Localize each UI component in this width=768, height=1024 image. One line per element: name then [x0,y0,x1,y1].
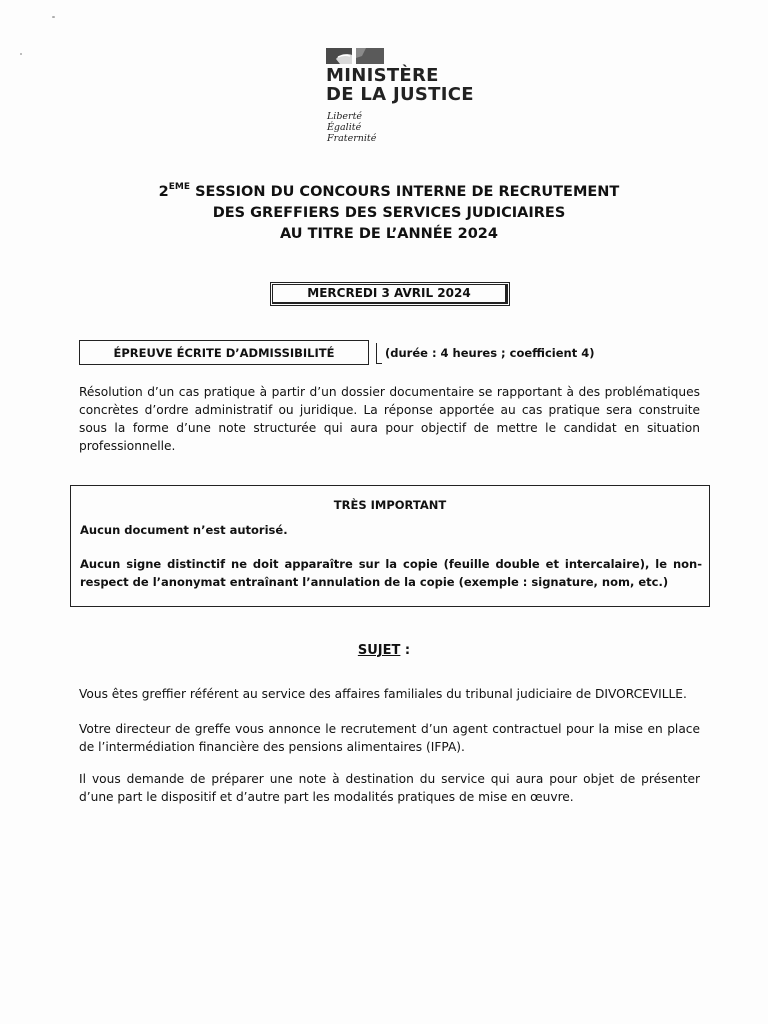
title-line1-text: SESSION DU CONCOURS INTERNE DE RECRUTEMENT [190,184,620,200]
subject-paragraph-2: Votre directeur de greffe vous annonce le recrutement d’un agent contractuel pour la mise en place de l’intermédiation financière des pensions alimentaires (IFPA). [79,722,700,754]
title-ordinal: 2 [158,184,169,200]
epreuve-details: (durée : 4 heures ; coefficient 4) [385,346,595,360]
exam-date: MERCREDI 3 AVRIL 2024 [272,284,508,304]
exam-title-line3: AU TITRE DE L’ANNÉE 2024 [279,226,498,242]
sujet-suffix: : [400,643,411,658]
ministry-name [326,66,526,104]
important-line-2: Aucun signe distinctif ne doit apparaître sur la copie (feuille double et intercalaire), le non-respect de l’anonymat entraînant l’annulation de la copie (exemple : signature, nom, etc.) [80,557,702,589]
subject-paragraph-1: Vous êtes greffier référent au service des affaires familiales du tribunal judiciaire de DIVORCEVILLE. [79,687,687,701]
sujet-heading [0,642,768,660]
sujet-label: SUJET [357,643,401,658]
exam-title-line1 [100,182,678,203]
republic-motto [327,111,447,144]
exam-title [100,182,678,245]
motto-fraternite: Fraternité [327,133,377,144]
important-notice-box [70,485,710,607]
ministry-name-line1: MINISTÈRE [326,65,439,86]
bracket-line [376,343,382,364]
exam-description: Résolution d’un cas pratique à partir d’un dossier documentaire se rapportant à des problématiques concrètes d’ordre administratif ou juridique. La réponse apportée au cas pratique sera construite sous la forme d’une note structurée qui aura pour objectif de mettre le candidat en situation professionnelle. [79,385,700,453]
motto-egalite: Égalité [327,122,362,133]
important-title: TRÈS IMPORTANT [333,498,447,512]
important-line-1: Aucun document n’est autorisé. [80,523,288,537]
ministry-name-line2: DE LA JUSTICE [326,84,474,105]
scan-speck [52,16,55,18]
subject-paragraph-3: Il vous demande de préparer une note à destination du service qui aura pour objet de présenter d’une part le dispositif et d’autre part les modalités pratiques de mise en œuvre. [79,772,700,804]
marianne-emblem-icon [326,46,384,66]
epreuve-label: ÉPREUVE ÉCRITE D’ADMISSIBILITÉ [79,340,369,365]
title-ordinal-suffix: EME [168,182,191,192]
motto-liberte: Liberté [327,111,363,122]
exam-date-box [270,282,510,306]
exam-title-line2: DES GREFFIERS DES SERVICES JUDICIAIRES [212,205,566,221]
scan-speck [20,53,22,55]
